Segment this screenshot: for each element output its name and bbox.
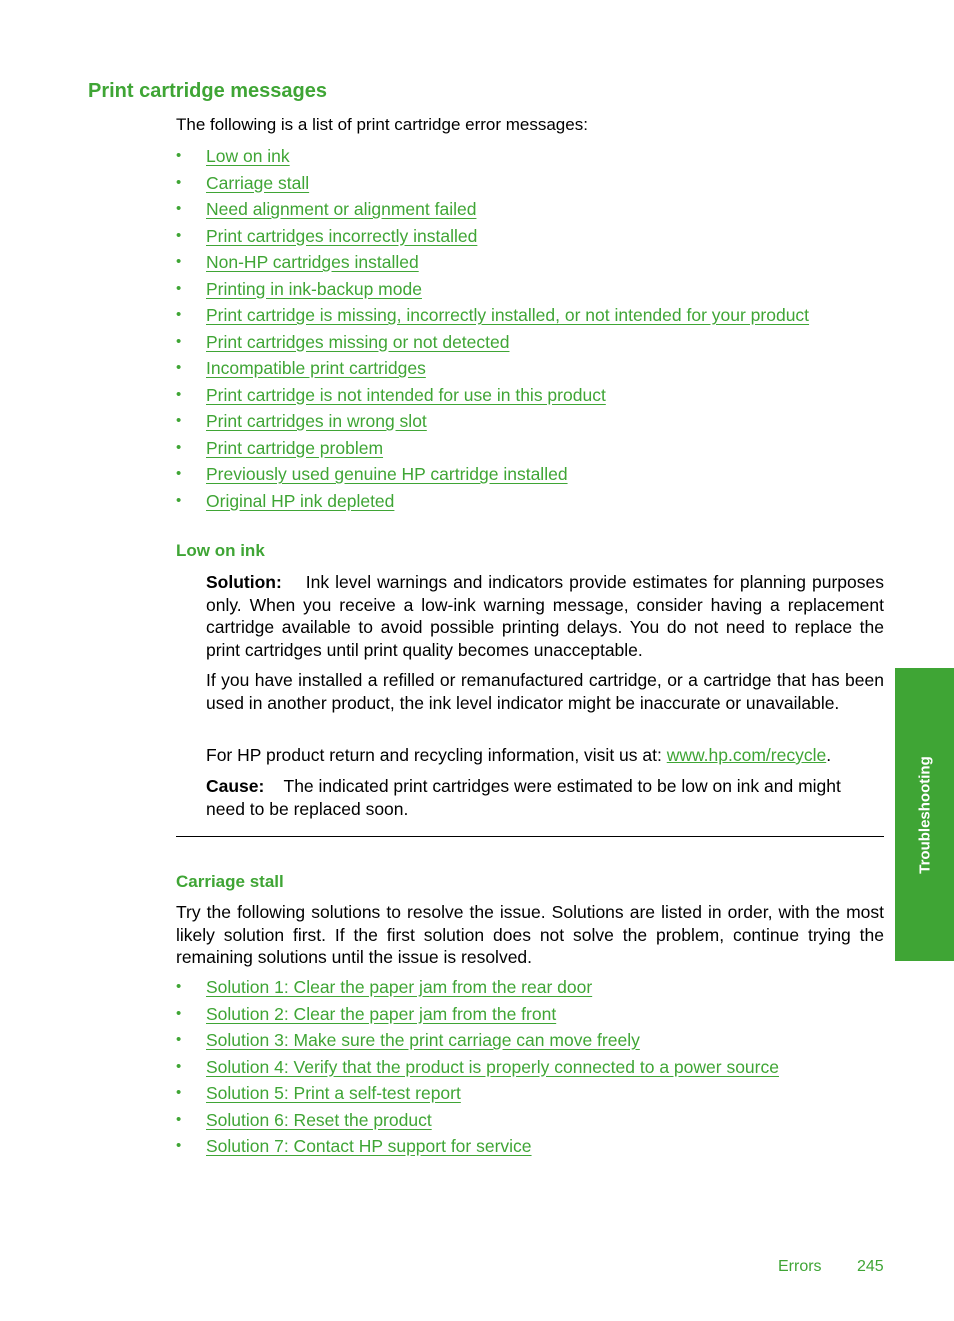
cause-label: Cause: [206, 776, 265, 796]
bullet-icon: • [176, 465, 182, 482]
page-number: 245 [857, 1258, 884, 1275]
bullet-icon: • [176, 412, 182, 429]
side-tab-label: Troubleshooting [916, 755, 933, 874]
section-side-tab [895, 668, 954, 961]
recycle-text: For HP product return and recycling information, visit us at: [206, 745, 662, 765]
link-previously-used[interactable]: Previously used genuine HP cartridge installed [206, 464, 568, 484]
bullet-icon: • [176, 279, 182, 297]
bullet-icon: • [176, 385, 182, 403]
solution-paragraph [206, 571, 884, 661]
section-title-carriage-stall: Carriage stall [176, 872, 284, 891]
section-title-low-on-ink: Low on ink [176, 541, 265, 560]
page-heading: Print cartridge messages [88, 80, 327, 102]
intro-text: The following is a list of print cartridge error messages: [176, 115, 588, 134]
bullet-icon: • [176, 1084, 182, 1101]
link-alignment[interactable]: Need alignment or alignment failed [206, 199, 477, 219]
bullet-icon: • [176, 1057, 182, 1075]
recycle-period: . [826, 745, 832, 765]
bullet-icon: • [176, 978, 182, 995]
bullet-icon: • [176, 173, 182, 191]
link-solution-1[interactable]: Solution 1: Clear the paper jam from the rear door [206, 977, 593, 997]
recycle-link[interactable]: www.hp.com/recycle [666, 745, 827, 765]
bullet-icon: • [176, 226, 182, 244]
link-wrong-slot[interactable]: Print cartridges in wrong slot [206, 411, 427, 431]
recycle-paragraph [206, 744, 884, 767]
link-non-hp[interactable]: Non-HP cartridges installed [206, 252, 419, 272]
link-ink-depleted[interactable]: Original HP ink depleted [206, 490, 395, 511]
link-not-detected[interactable]: Print cartridges missing or not detected [206, 331, 510, 352]
bullet-icon: • [176, 1004, 182, 1022]
link-solution-4[interactable]: Solution 4: Verify that the product is properly connected to a power source [206, 1056, 779, 1077]
bullet-icon: • [176, 1137, 182, 1154]
footer-section: Errors [778, 1258, 822, 1275]
link-solution-5[interactable]: Solution 5: Print a self-test report [206, 1083, 461, 1103]
link-ink-backup[interactable]: Printing in ink-backup mode [206, 278, 422, 299]
link-solution-2[interactable]: Solution 2: Clear the paper jam from the front [206, 1003, 557, 1024]
cause-paragraph [206, 775, 884, 820]
bullet-icon: • [176, 306, 182, 323]
link-cartridge-problem[interactable]: Print cartridge problem [206, 437, 384, 458]
bullet-icon: • [176, 332, 182, 350]
bullet-icon: • [176, 1110, 182, 1128]
link-solution-6[interactable]: Solution 6: Reset the product [206, 1109, 432, 1130]
bullet-icon: • [176, 359, 182, 376]
solution-label: Solution: [206, 572, 282, 592]
link-not-intended[interactable]: Print cartridge is not intended for use in this product [206, 384, 606, 405]
bullet-icon: • [176, 438, 182, 456]
link-solution-7[interactable]: Solution 7: Contact HP support for service [206, 1136, 532, 1156]
bullet-icon: • [176, 253, 182, 270]
link-solution-3[interactable]: Solution 3: Make sure the print carriage can move freely [206, 1030, 640, 1050]
carriage-stall-intro: Try the following solutions to resolve the issue. Solutions are listed in order, with the most likely solution first. If the first solution does not solve the problem, continue trying the remaining solutions until the issue is resolved. [176, 902, 884, 967]
link-low-on-ink[interactable]: Low on ink [206, 146, 290, 166]
bullet-icon: • [176, 147, 182, 164]
section-divider [176, 836, 884, 837]
bullet-icon: • [176, 491, 182, 509]
link-incompatible[interactable]: Incompatible print cartridges [206, 358, 426, 378]
solution-text: Ink level warnings and indicators provide estimates for planning purposes only. When you receive a low-ink warning message, consider having a replacement cartridge available to avoid possible printing delays. You do not need to replace the print cartridges until print quality becomes unacceptable. [206, 572, 884, 660]
bullet-icon: • [176, 200, 182, 217]
link-carriage-stall[interactable]: Carriage stall [206, 172, 310, 193]
link-cartridge-missing[interactable]: Print cartridge is missing, incorrectly installed, or not intended for your product [206, 305, 810, 325]
bullet-icon: • [176, 1031, 182, 1048]
link-incorrectly-installed[interactable]: Print cartridges incorrectly installed [206, 225, 478, 246]
refill-paragraph: If you have installed a refilled or remanufactured cartridge, or a cartridge that has been used in another product, the ink level indicator might be inaccurate or unavailable. [206, 670, 884, 713]
cause-text: The indicated print cartridges were estimated to be low on ink and might need to be replaced soon. [206, 776, 841, 819]
